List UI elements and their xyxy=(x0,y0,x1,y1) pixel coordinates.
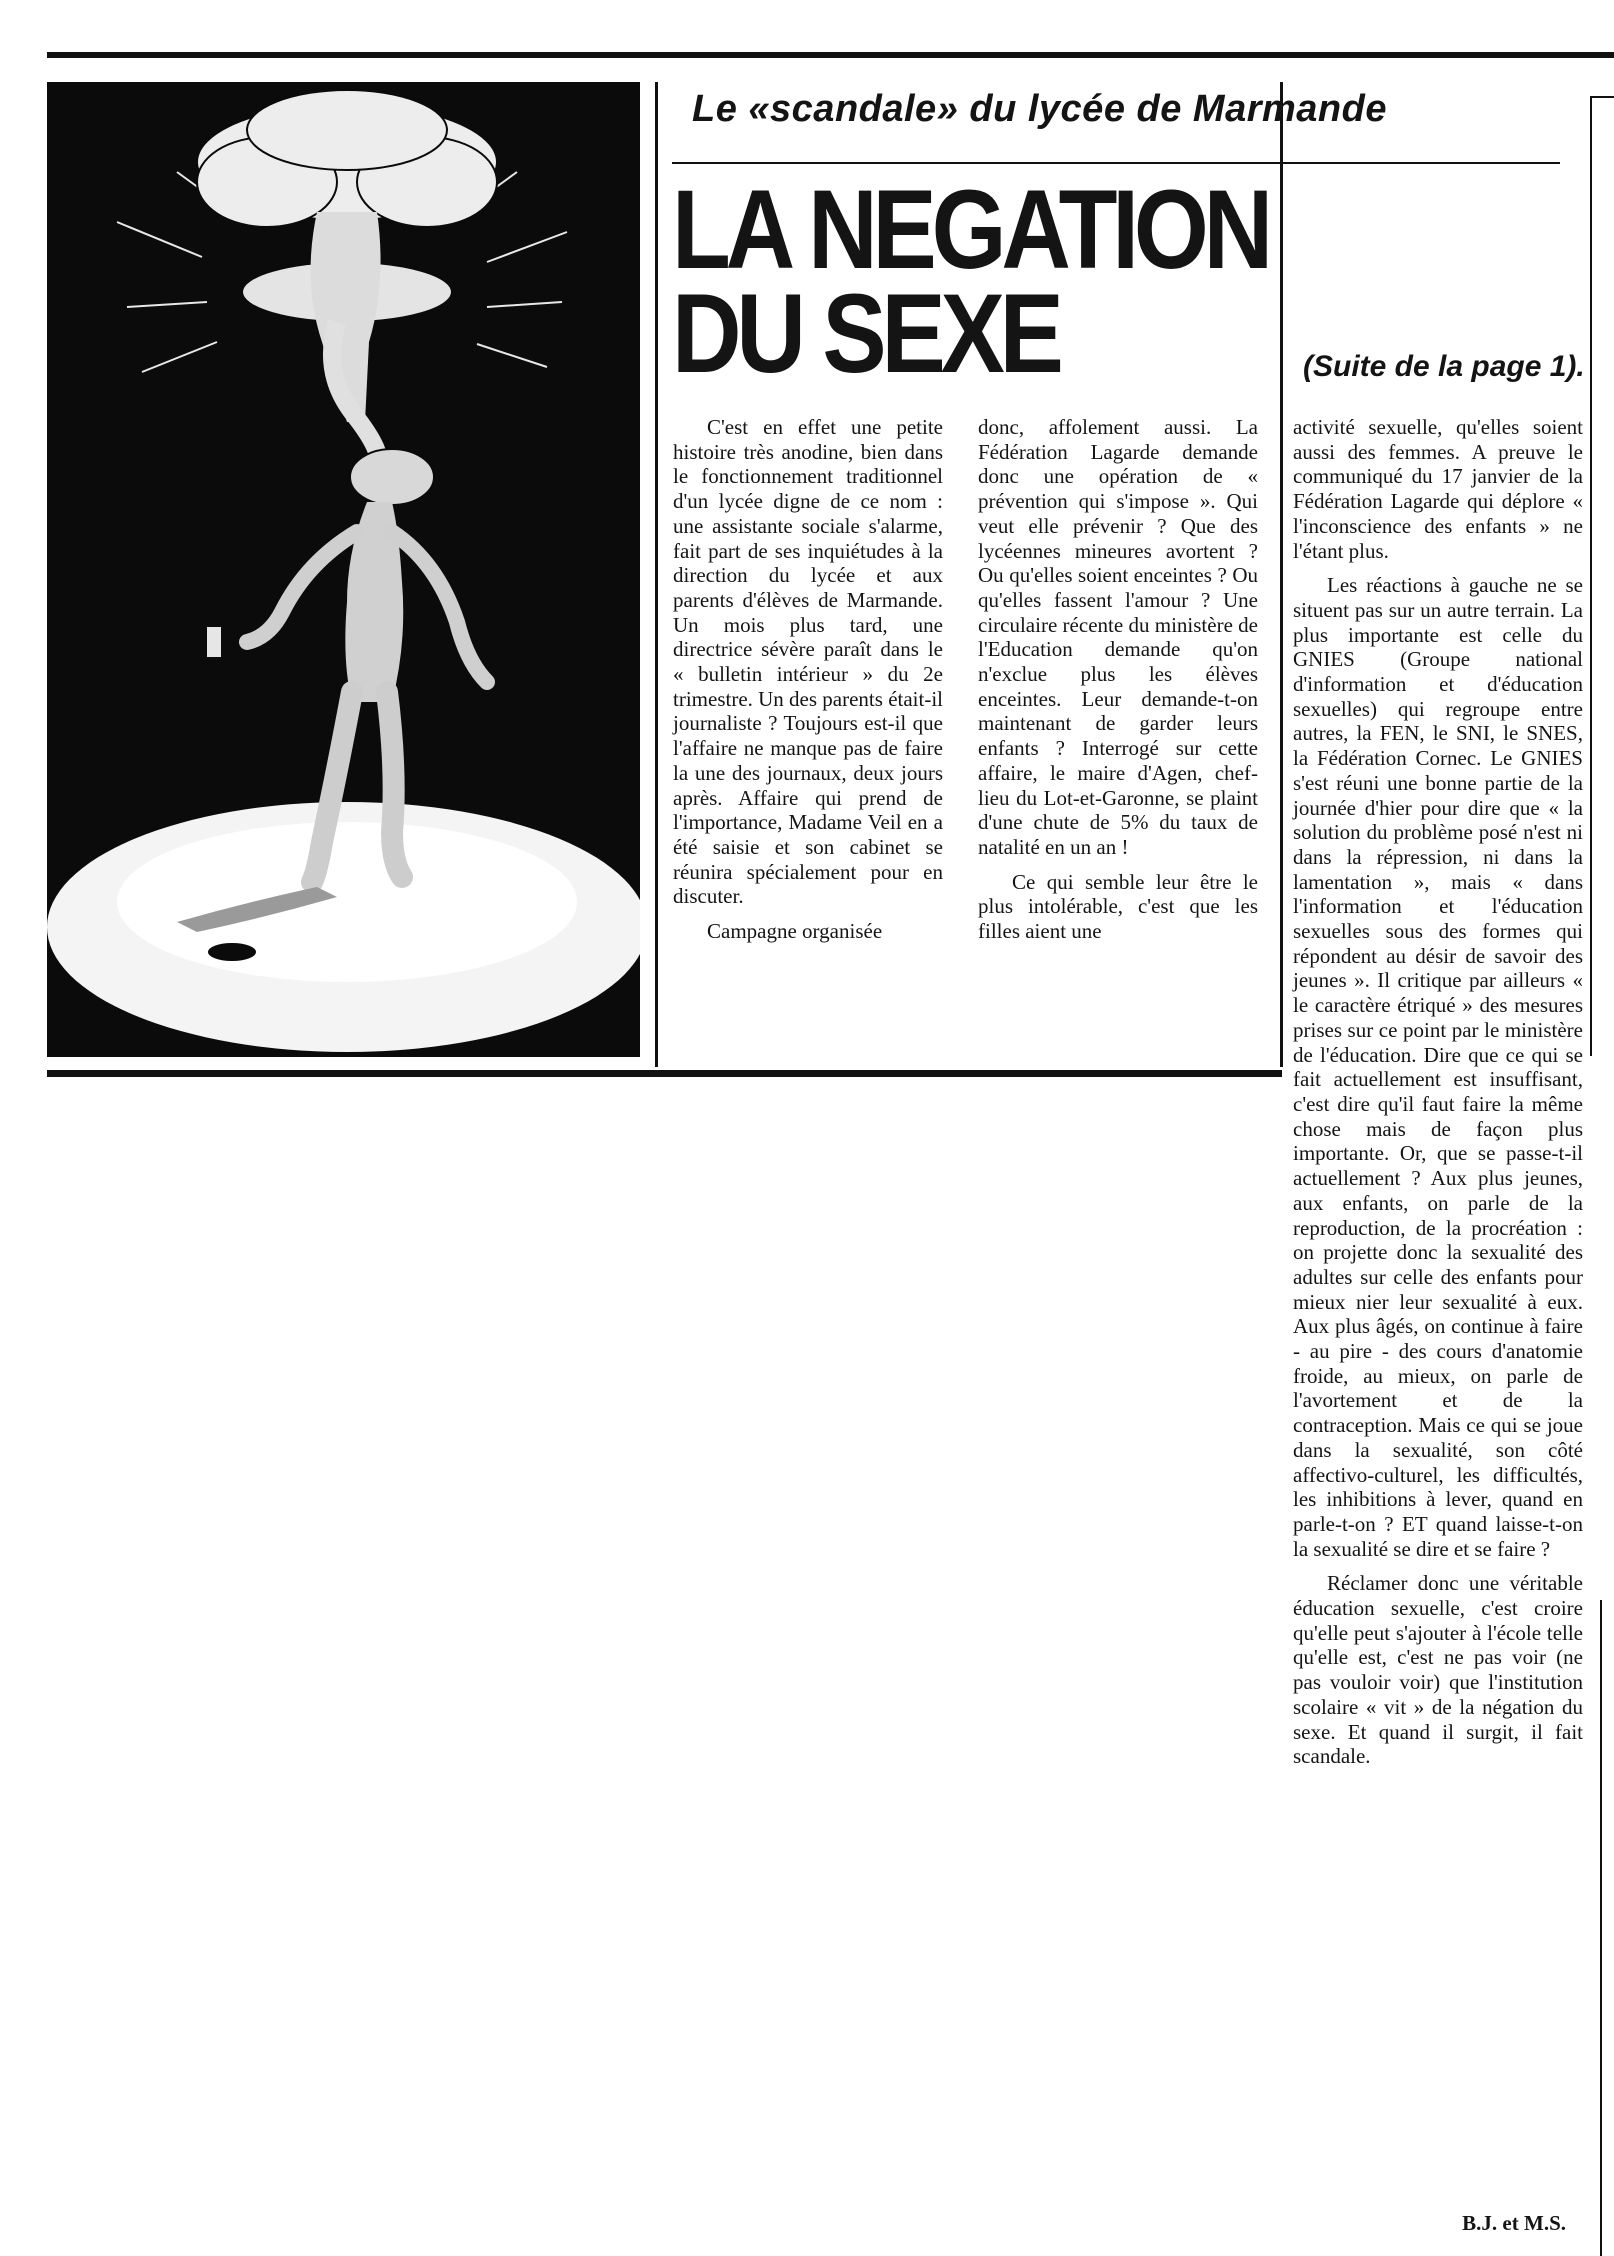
headline-underline xyxy=(672,162,1560,164)
text-column-2 xyxy=(978,415,1258,954)
column-3-paragraph-2: Les réactions à gauche ne se situent pas sur un autre terrain. La plus importante est celle du GNIES (Groupe national d'information et d'éducation sexuelles) qui regroupe entre autres, la FEN, le SNI, le SNES, la Fédération Cornec. Le GNIES s'est réuni une bonne partie de la journée d'hier pour dire que « la solution du problème posé n'est ni dans la répression, ni dans la lamentation », mais « dans l'information et l'éducation sexuelles sous des formes qui répondent au désir de savoir des jeunes ». Il critique par ailleurs « le caractère étriqué » des mesures prises sur ce point par le ministère de l'éducation. Dire que ce qui se fait actuellement est insuffisant, c'est dire qu'il faut faire la même chose mais de façon plus importante. Or, que se passe-t-il actuellement ? Aux plus jeunes, aux enfants, on parle de la reproduction, de la procréation : on projette donc la sexualité des adultes sur celle des enfants pour mieux nier leur sexualité à eux. Aux plus âgés, on continue à faire - au pire - des cours d'anatomie froide, au mieux, on parle de l'avortement et de la contraception. Mais ce qui se joue dans la sexualité, son côté affectivo-culturel, les difficultés, les inhibitions à lever, quand en parle-t-on ? ET quand laisse-t-on la sexualité se dire et se faire ? xyxy=(1293,573,1583,1561)
author-signature: B.J. et M.S. xyxy=(1462,2211,1566,2235)
headline-line-1: LA NEGATION xyxy=(672,167,1269,292)
column-divider-right xyxy=(1280,82,1283,1067)
column-1-paragraph-2: Campagne organisée xyxy=(707,919,883,944)
text-column-3 xyxy=(1293,415,1583,1779)
article-kicker: Le «scandale» du lycée de Marmande xyxy=(692,88,1387,130)
neighbor-box-top xyxy=(1590,96,1614,98)
article-illustration xyxy=(47,82,640,1057)
top-rule xyxy=(47,52,1614,58)
column-2-paragraph-1: donc, affolement aussi. La Fédération Lagarde demande donc une opération de « prévention qui s'impose ». Qui veut elle prévenir ? Que des lycéennes mineures avortent ? Ou qu'elles soient enceintes ? Ou qu'elles fassent l'amour ? Une circulaire récente du ministère de l'Education demande qu'on n'exclue plus les élèves enceintes. Leur demande-t-on maintenant de garder leurs enfants ? Interrogé sur cette affaire, le maire d'Agen, chef-lieu du Lot-et-Garonne, se plaint d'une chute de 5% du taux de natalité en un an ! xyxy=(978,415,1258,859)
bottom-rule xyxy=(47,1070,1282,1077)
column-3-paragraph-1: activité sexuelle, qu'elles soient aussi des femmes. A preuve le communiqué du 17 janvier de la Fédération Lagarde qui déplore « l'inconscience des enfants » ne l'étant plus. xyxy=(1293,415,1583,563)
neighbor-box-side xyxy=(1590,96,1592,1056)
column-2-paragraph-2: Ce qui semble leur être le plus intolérable, c'est que les filles aient une xyxy=(978,869,1258,944)
column-1-paragraph-1: C'est en effet une petite histoire très anodine, bien dans le fonctionnement traditionnel d'un lycée digne de ce nom : une assistante sociale s'alarme, fait part de ses inquiétudes à la direction du lycée et aux parents d'élèves de Marmande. Un mois plus tard, une directrice sévère paraît dans le « bulletin intérieur » du 2e trimestre. Un des parents était-il journaliste ? Toujours est-il que l'affaire ne manque pas de faire la une des journaux, deux jours après. Affaire qui prend de l'importance, Madame Veil en a été saisie et son cabinet se réunira spécialement pour en discuter. xyxy=(673,415,943,909)
text-column-1 xyxy=(673,415,943,954)
mushroom-cloud-figure-drawing xyxy=(47,82,640,1057)
column-divider-left xyxy=(655,82,658,1067)
headline-line-2: DU SEXE xyxy=(672,271,1059,396)
neighbor-box-lower xyxy=(1600,1600,1602,2256)
article-headline xyxy=(672,167,1269,396)
column-3-paragraph-3: Réclamer donc une véritable éducation sexuelle, c'est croire qu'elle peut s'ajouter à l'école telle qu'elle est, c'est ne pas voir (ne pas vouloir voir) que l'institution scolaire « vit » de la négation du sexe. Et quand il surgit, il fait scandale. xyxy=(1293,1571,1583,1769)
continued-note: (Suite de la page 1). xyxy=(1303,350,1585,383)
